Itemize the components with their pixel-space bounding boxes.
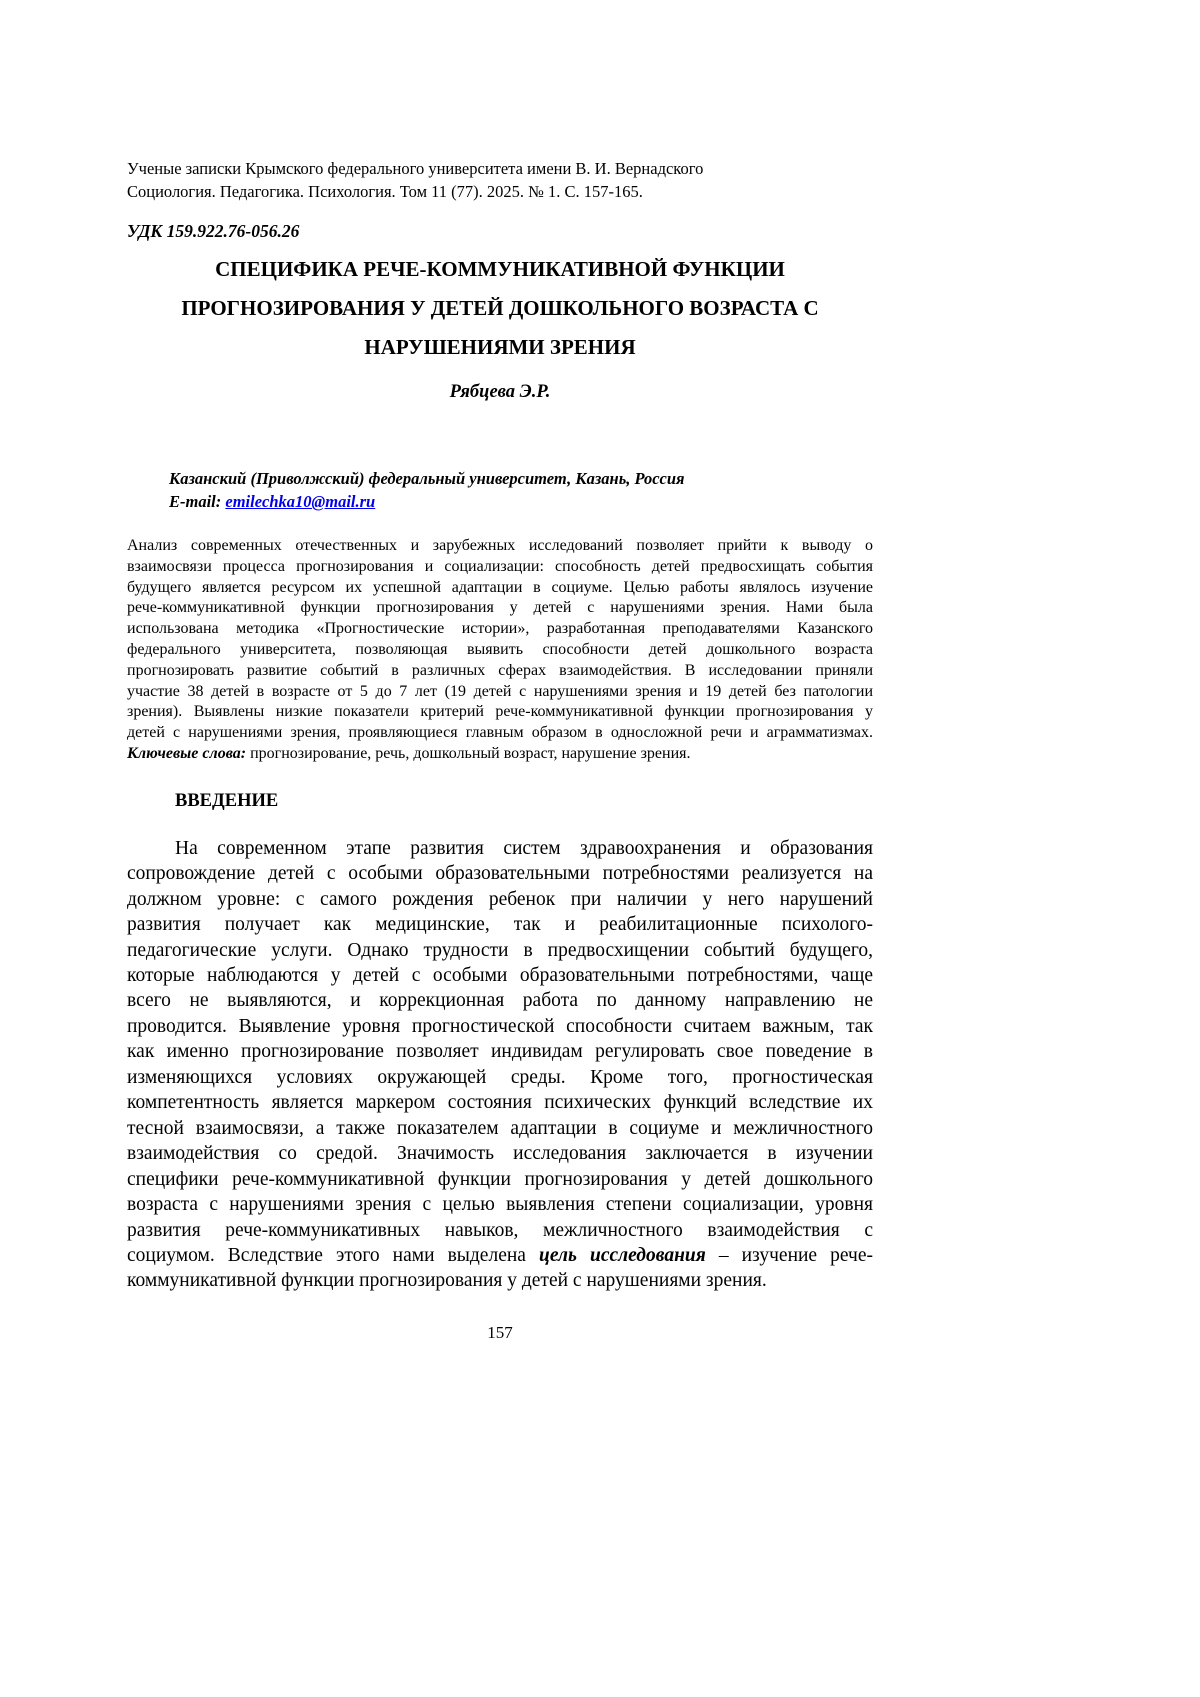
body-line: развития получает как медицинские, так и реабилитационные психолого- [127, 914, 873, 936]
section-heading-introduction: ВВЕДЕНИЕ [175, 790, 279, 811]
abstract-line: рече-коммуникативной функции прогнозирования у детей с нарушениями зрения. Нами была [127, 599, 873, 617]
page-content [127, 0, 873, 1345]
keywords-label: Ключевые слова: [127, 744, 247, 762]
goal-pre-text: социумом. Вследствие этого нами выделена [127, 1245, 539, 1267]
body-line: взаимодействия со средой. Значимость исследования заключается в изучении [127, 1143, 873, 1165]
body-line: сопровождение детей с особыми образовательными потребностями реализуется на [127, 863, 873, 885]
udc-code: УДК 159.922.76-056.26 [127, 221, 300, 241]
email-link[interactable]: emilechka10@mail.ru [225, 492, 376, 511]
body-line: компетентность является маркером состояния психических функций вследствие их [127, 1092, 873, 1114]
body-line: специфики рече-коммуникативной функции прогнозирования у детей дошкольного [127, 1168, 873, 1190]
goal-emphasis: цель исследования [539, 1245, 706, 1267]
introduction-paragraph [127, 836, 873, 1294]
goal-post-text: – изучение рече- [705, 1245, 874, 1267]
body-line: изменяющихся условиях окружающей среды. Кроме того, прогностическая [127, 1066, 873, 1088]
abstract-line: использована методика «Прогностические истории», разработанная преподавателями Казанского [127, 620, 873, 638]
body-line-goal [127, 1243, 873, 1268]
body-line: педагогические услуги. Однако трудности в предвосхищении событий будущего, [127, 939, 873, 961]
article-title-line-2: ПРОГНОЗИРОВАНИЯ У ДЕТЕЙ ДОШКОЛЬНОГО ВОЗРАСТА С [181, 296, 819, 320]
body-line: должном уровне: с самого рождения ребенок при наличии у него нарушений [127, 888, 873, 910]
abstract-line: взаимосвязи процесса прогнозирования и социализации: способность детей предвосхищать события [127, 557, 873, 575]
abstract [127, 536, 873, 765]
abstract-line: Анализ современных отечественных и зарубежных исследований позволяет прийти к выводу о [127, 537, 873, 554]
affiliation-block [127, 467, 873, 513]
abstract-line: будущего является ресурсом их успешной адаптации в социуме. Целью работы являлось изучение [127, 578, 873, 596]
abstract-line: прогнозировать развитие событий в различных сферах взаимодействия. В исследовании приняли [127, 661, 873, 679]
body-line: На современном этапе развития систем здравоохранения и образования [175, 837, 873, 859]
abstract-line: детей с нарушениями зрения, проявляющиеся главным образом в односложной речи и аграмматизмах. [127, 724, 873, 742]
author-name: Рябцева Э.Р. [449, 382, 551, 402]
abstract-line: участие 38 детей в возрасте от 5 до 7 лет (19 детей с нарушениями зрения и 19 детей без патологии [127, 682, 873, 700]
body-line: как именно прогнозирование позволяет индивидам регулировать свое поведение в [127, 1041, 873, 1063]
abstract-line: федерального университета, позволяющая выявить способности детей дошкольного возраста [127, 640, 873, 658]
journal-header [127, 157, 873, 203]
abstract-line: зрения). Выявлены низкие показатели критерий рече-коммуникативной функции прогнозирования у [127, 703, 873, 721]
body-line: коммуникативной функции прогнозирования у детей с нарушениями зрения. [127, 1270, 767, 1292]
body-line: развития рече-коммуникативных навыков, межличностного взаимодействия с [127, 1219, 873, 1241]
body-line: всего не выявляются, и коррекционная работа по данному направлению не [127, 990, 873, 1012]
body-line: проводится. Выявление уровня прогностической способности считаем важным, так [127, 1015, 873, 1037]
article-title-line-1: СПЕЦИФИКА РЕЧЕ-КОММУНИКАТИВНОЙ ФУНКЦИИ [215, 257, 785, 281]
article-title [127, 250, 873, 367]
keywords-text: прогнозирование, речь, дошкольный возраст, нарушение зрения. [246, 744, 691, 762]
journal-header-line-1: Ученые записки Крымского федерального университета имени В. И. Вернадского [127, 159, 704, 178]
body-line: которые наблюдаются у детей с особыми образовательными потребностями, чаще [127, 965, 873, 987]
email-line [169, 490, 873, 513]
page-number: 157 [487, 1322, 513, 1342]
email-label: E-mail: [169, 492, 226, 511]
keywords-line [127, 744, 873, 765]
body-line: тесной взаимосвязи, а также показателем адаптации в социуме и межличностного [127, 1117, 873, 1139]
body-line: возраста с нарушениями зрения с целью выявления степени социализации, уровня [127, 1194, 873, 1216]
journal-header-line-2: Социология. Педагогика. Психология. Том 11 (77). 2025. № 1. С. 157-165. [127, 182, 643, 201]
affiliation-line: Казанский (Приволжский) федеральный университет, Казань, Россия [169, 469, 685, 488]
article-title-line-3: НАРУШЕНИЯМИ ЗРЕНИЯ [364, 335, 636, 359]
